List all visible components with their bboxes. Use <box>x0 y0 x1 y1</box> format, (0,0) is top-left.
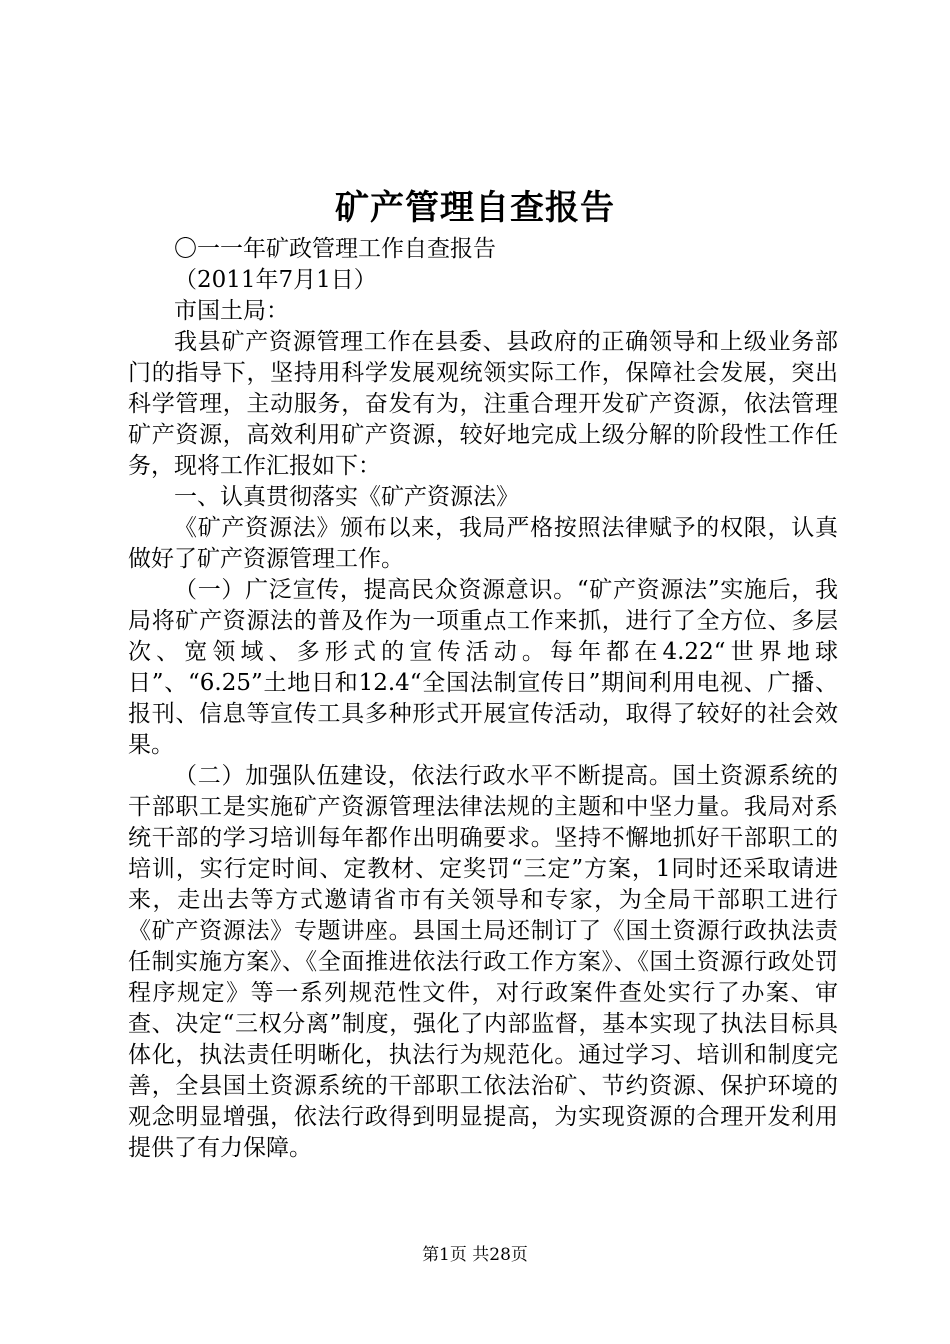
document-recipient: 市国土局： <box>174 298 289 324</box>
page-number: 第1页 共28页 <box>422 1245 528 1265</box>
paragraph-intro: 我县矿产资源管理工作在县委、县政府的正确领导和上级业务部门的指导下，坚持用科学发展观统领实际工作，保障社会发展，突出科学管理，主动服务，奋发有为，注重合理开发矿产资源，依法管理矿产资源，高效利用矿产资源，较好地完成上级分解的阶段性工作任务，现将工作汇报如下： <box>128 329 838 479</box>
document-subtitle: 〇一一年矿政管理工作自查报告 <box>174 236 496 262</box>
section-heading-1: 一、认真贯彻落实《矿产资源法》 <box>174 484 519 510</box>
paragraph-law-intro: 《矿产资源法》颁布以来，我局严格按照法律赋予的权限，认真做好了矿产资源管理工作。 <box>128 515 838 572</box>
document-title: 矿产管理自查报告 <box>335 188 615 228</box>
paragraph-team-building: （二）加强队伍建设，依法行政水平不断提高。国土资源系统的干部职工是实施矿产资源管理法律法规的主题和中坚力量。我局对系统干部的学习培训每年都作出明确要求。坚持不懈地抓好干部职工的培训，实行定时间、定教材、定奖罚“三定”方案，1同时还采取请进来，走出去等方式邀请省市有关领导和专家，为全局干部职工进行《矿产资源法》专题讲座。县国土局还制订了《国土资源行政执法责任制实施方案》、《全面推进依法行政工作方案》、《国土资源行政处罚程序规定》等一系列规范性文件，对行政案件查处实行了办案、审查、决定“三权分离”制度，强化了内部监督，基本实现了执法目标具体化，执法责任明晰化，执法行为规范化。通过学习、培训和制度完善，全县国土资源系统的干部职工依法治矿、节约资源、保护环境的观念明显增强，依法行政得到明显提高，为实现资源的合理开发利用提供了有力保障。 <box>128 763 838 1161</box>
document-date: （2011年7月1日） <box>174 267 377 293</box>
paragraph-publicity: （一）广泛宣传，提高民众资源意识。“矿产资源法”实施后，我局将矿产资源法的普及作为一项重点工作来抓，进行了全方位、多层次、宽领域、多形式的宣传活动。每年都在4.22“世界地球日”、“6.25”土地日和12.4“全国法制宣传日”期间利用电视、广播、报刊、信息等宣传工具多种形式开展宣传活动，取得了较好的社会效果。 <box>128 577 838 758</box>
document-body <box>128 234 838 1164</box>
